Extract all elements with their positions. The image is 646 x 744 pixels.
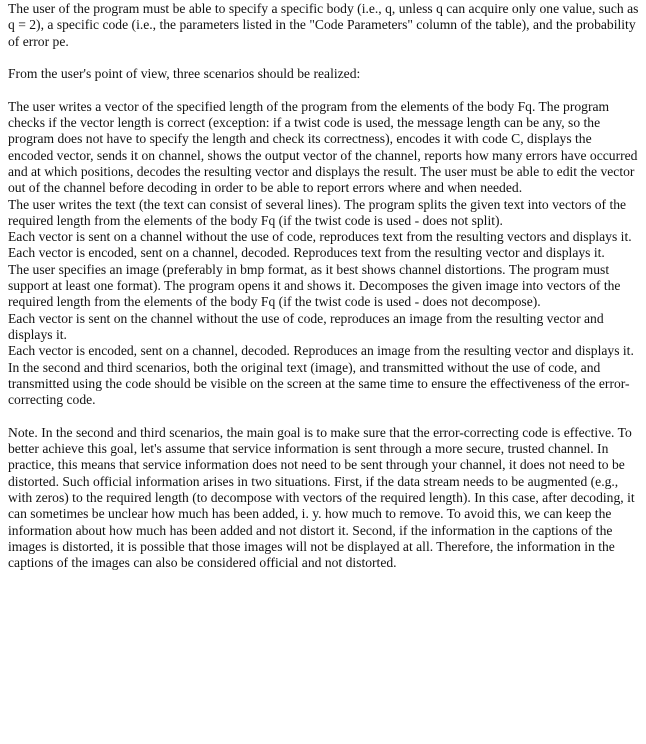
paragraph-scenario-text: The user writes the text (the text can consist of several lines). The program splits the given text into vectors of the required length from the elements of the body Fq (if the twist code is used - does not split). — [8, 196, 627, 228]
paragraph-gap — [8, 82, 640, 98]
paragraph-gap — [8, 50, 640, 66]
paragraph-image-without-code: Each vector is sent on the channel without the use of code, reproduces an image from the resulting vector and displays it. — [8, 310, 604, 342]
paragraph-scenario-image: The user specifies an image (preferably in bmp format, as it best shows channel distortions. The program must support at least one format). The program opens it and shows it. Decomposes the given image into vectors of the required length from the elements of the body Fq (if the twist code is used - does not decompose). — [8, 261, 621, 310]
paragraph-simultaneous-display: In the second and third scenarios, both the original text (image), and transmitted without the use of code, and transmitted using the code should be visible on the screen at the same time to ensure the effectiveness of the error-correcting code. — [8, 359, 630, 408]
paragraph-scenarios-intro: From the user's point of view, three scenarios should be realized: — [8, 66, 361, 82]
paragraph-gap — [8, 408, 640, 424]
paragraph-note: Note. In the second and third scenarios, the main goal is to make sure that the error-correcting code is effective. To better achieve this goal, let's assume that service information is sent through a more secure, trusted channel. In practice, this means that service information does not need to be sent through your channel, it does not need to be distorted. Such official information arises in two situations. First, if the data stream needs to be augmented (e.g., with zeros) to the required length (to decompose with vectors of the required length). In this case, after decoding, it can sometimes be unclear how much has been added, i. y. how much to remove. To avoid this, we can keep the information about how much has been added and not distort it. Second, if the information in the captions of the images is distorted, it is possible that those images will not be displayed at all. Therefore, the information in the captions of the images can also be considered official and not distorted. — [8, 424, 635, 571]
paragraph-image-with-code: Each vector is encoded, sent on a channel, decoded. Reproduces an image from the resulting vector and displays it. — [8, 343, 634, 359]
paragraph-text-without-code: Each vector is sent on a channel without the use of code, reproduces text from the resulting vectors and displays it. — [8, 229, 632, 245]
paragraph-program-specification: The user of the program must be able to specify a specific body (i.e., q, unless q can acquire only one value, such as q = 2), a specific code (i.e., the parameters listed in the "Code Parameters" column of the table), and the probability of error pe. — [8, 1, 639, 49]
paragraph-text-with-code: Each vector is encoded, sent on a channel, decoded. Reproduces text from the resulting vector and displays it. — [8, 245, 605, 261]
paragraph-scenario-vector: The user writes a vector of the specified length of the program from the elements of the body Fq. The program checks if the vector length is correct (exception: if a twist code is used, the message length can be any, so the program does not have to specify the length and check its correctness), encodes it with code C, displays the encoded vector, sends it on channel, shows the output vector of the channel, reports how many errors have occurred and at which positions, decodes the resulting vector and displays the result. The user must be able to edit the vector out of the channel before decoding in order to be able to report errors where and when needed. — [8, 98, 638, 196]
